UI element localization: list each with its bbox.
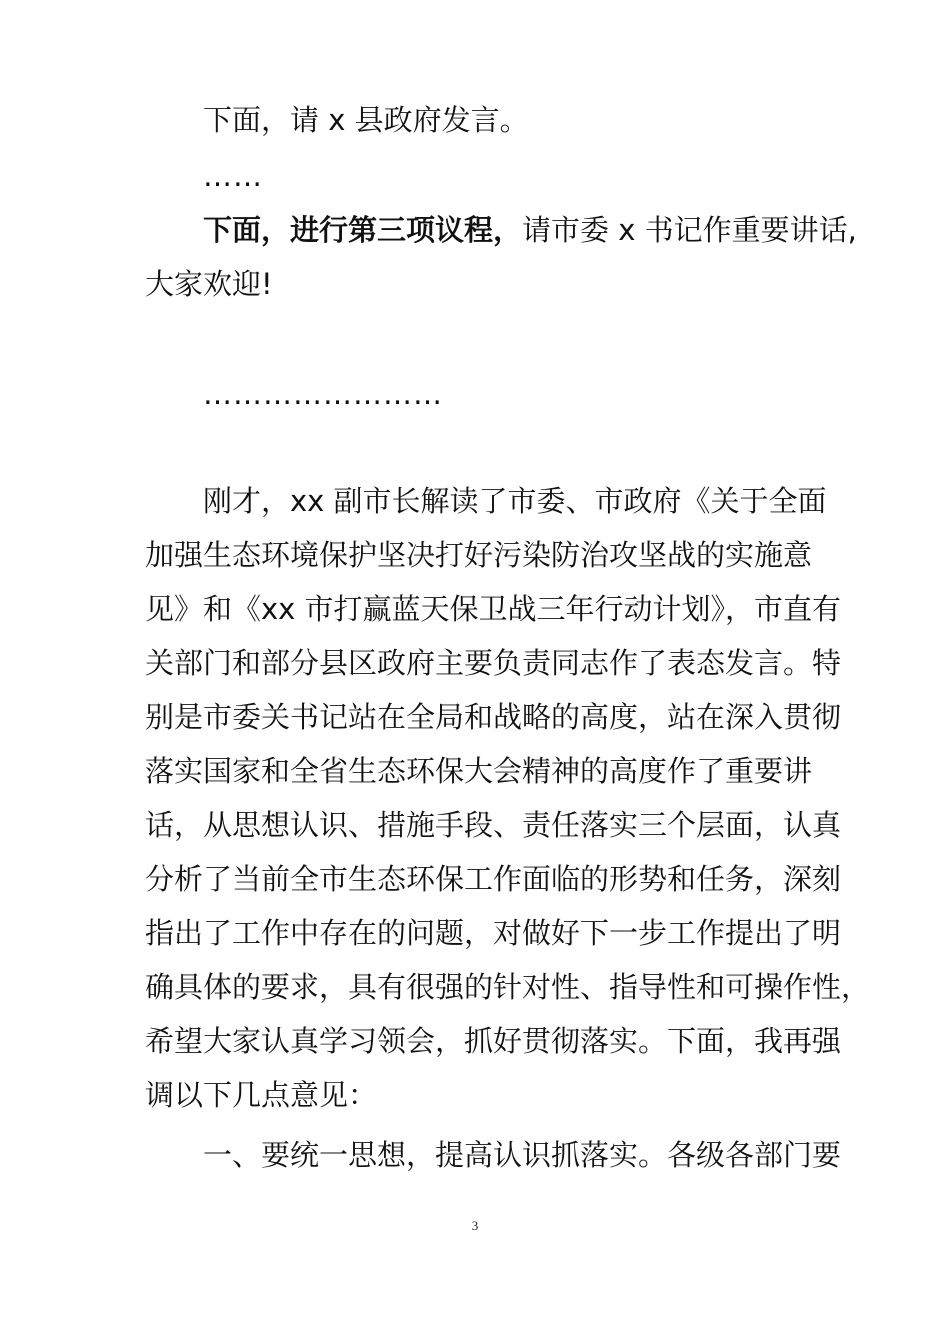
paragraph-line: 指出了工作中存在的问题，对做好下一步工作提出了明	[145, 916, 842, 950]
section-heading-line: 一、要统一思想，提高认识抓落实。各级各部门要	[203, 1138, 842, 1172]
agenda-heading: 下面，进行第三项议程，	[203, 213, 523, 247]
paragraph-line: 刚才，xx 副市长解读了市委、市政府《关于全面	[203, 484, 827, 518]
paragraph-line: 落实国家和全省生态环保大会精神的高度作了重要讲	[145, 754, 813, 788]
ellipsis-line: ……	[203, 159, 263, 193]
agenda-text: 请市委 x 书记作重要讲话,	[522, 213, 857, 247]
paragraph-line: 调以下几点意见：	[145, 1078, 378, 1112]
text-line	[203, 210, 903, 250]
paragraph-line: 别是市委关书记站在全局和战略的高度，站在深入贯彻	[145, 700, 842, 734]
paragraph-line: 确具体的要求，具有很强的针对性、指导性和可操作性，	[145, 970, 871, 1004]
paragraph-line: 关部门和部分县区政府主要负责同志作了表态发言。特	[145, 646, 842, 680]
page-number: 3	[471, 1218, 479, 1233]
text-line: 下面，请 x 县政府发言。	[203, 103, 529, 137]
paragraph-line: 分析了当前全市生态环保工作面临的形势和任务，深刻	[145, 862, 842, 896]
paragraph-line: 话，从思想认识、措施手段、责任落实三个层面，认真	[145, 808, 842, 842]
ellipsis-line: ……………………	[203, 377, 443, 411]
paragraph-line: 希望大家认真学习领会，抓好贯彻落实。下面，我再强	[145, 1024, 842, 1058]
text-line: 大家欢迎!	[145, 267, 273, 301]
paragraph-line: 见》和《xx 市打赢蓝天保卫战三年行动计划》，市直有	[145, 592, 842, 626]
paragraph-line: 加强生态环境保护坚决打好污染防治攻坚战的实施意	[145, 538, 813, 572]
